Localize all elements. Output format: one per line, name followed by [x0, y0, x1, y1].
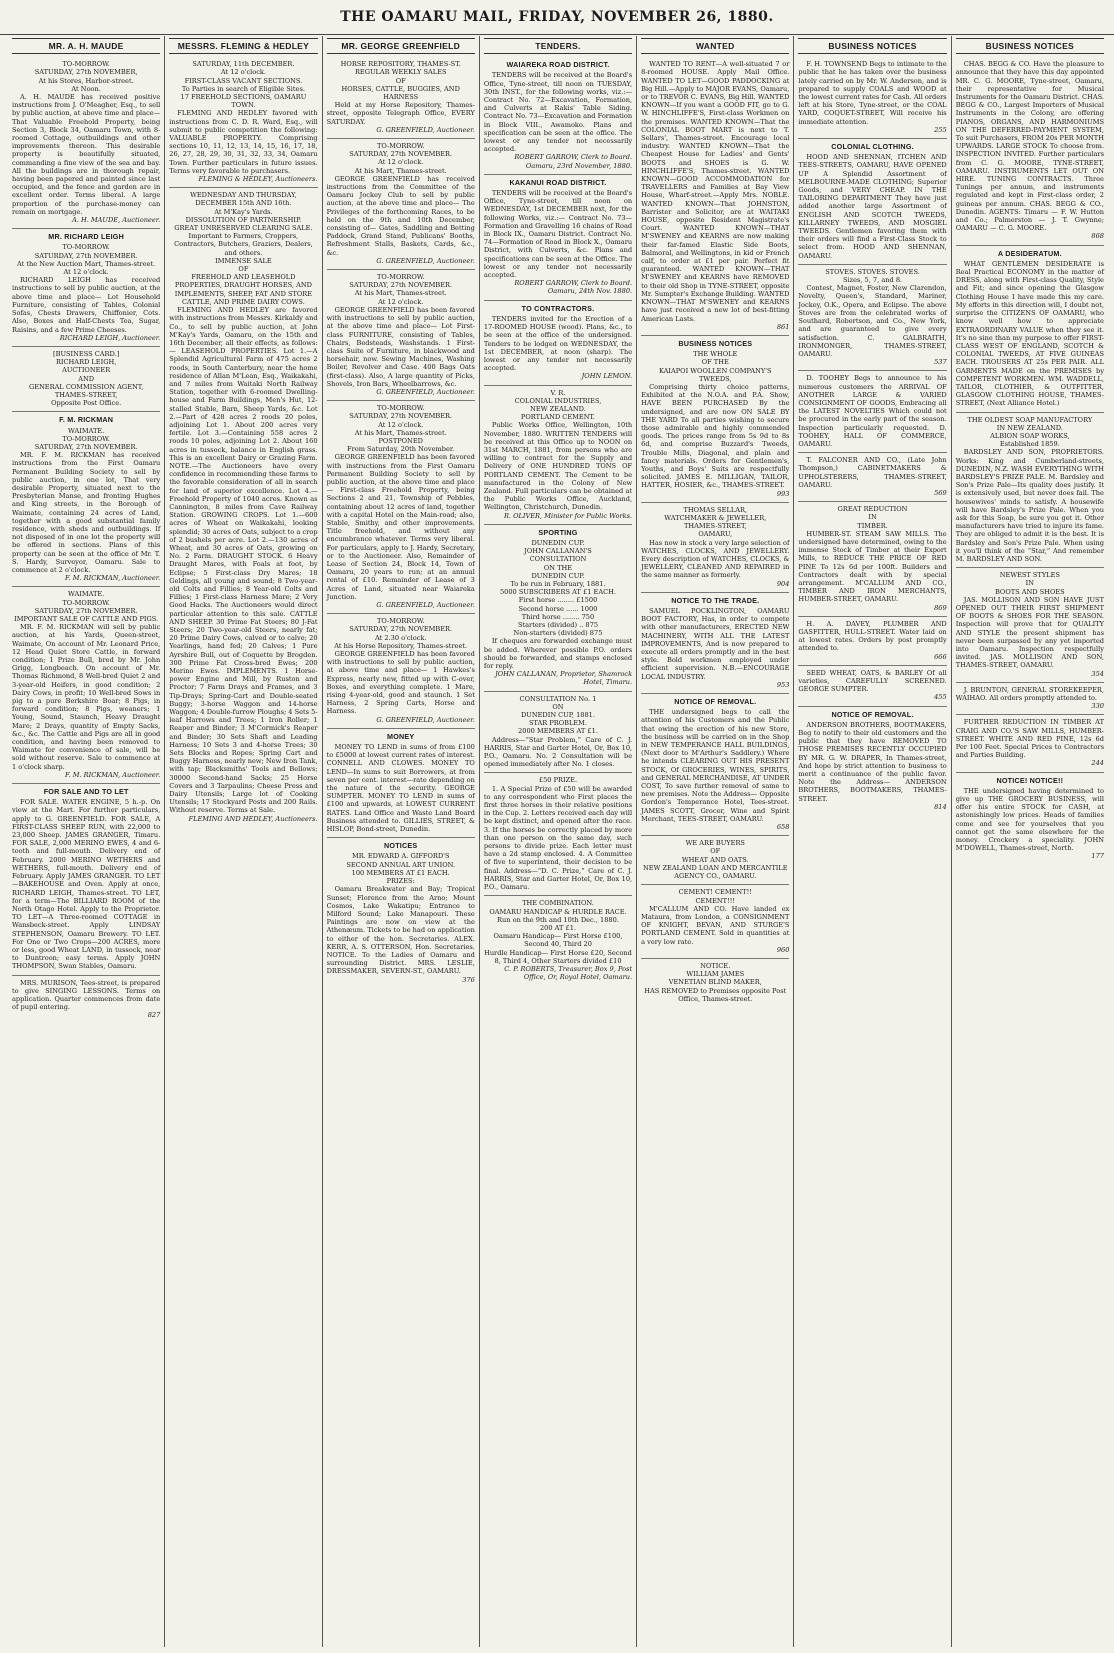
ad-line: IN	[868, 513, 877, 522]
advertisement	[641, 959, 789, 1007]
ad-body: SEED WHEAT, OATS, & BARLEY Of all varieties, CAREFULLY SCREENED. GEORGE SUMPTER.	[798, 668, 947, 694]
ad-line: NOTICE.	[700, 961, 731, 970]
ad-line: CONSULTATION	[529, 555, 587, 564]
ad-line: IN NEW ZEALAND.	[996, 423, 1063, 432]
ad-line: THAMES-STREET,	[684, 522, 747, 531]
advertisement	[327, 614, 475, 729]
column-6	[794, 36, 951, 1647]
advertisement	[327, 139, 475, 270]
ad-line: HAS REMOVED to Premises opposite Post Office, Thames-street.	[644, 986, 787, 1003]
ad-signature: A. H. MAUDE, Auctioneer.	[72, 216, 161, 225]
ad-line: At his Mart, Thames-street.	[354, 289, 447, 298]
ad-line: OF	[238, 265, 249, 274]
ad-body: D. TOOHEY Begs to announce to his numerous customers the ARRIVAL OF ANOTHER LARGE & VARIED CONSIGNMENT OF GOODS, Embracing all the LATEST NOVELTIES Which could not be procured in the early part of the season. Inspection particularly requested. D. TOOHEY, HALL OF COMMERCE, OAMARU.	[798, 374, 947, 448]
advertisement	[798, 666, 946, 707]
ad-line: KAIAPOI WOOLLEN COMPANY'S	[658, 366, 772, 375]
advertisement	[641, 694, 789, 836]
ad-signature: C. P. ROBERTS, Treasurer, Box 9, Post Office, Or, Royal Hotel, Oamaru.	[504, 964, 633, 982]
ad-heading: WAIAREKA ROAD DISTRICT.	[506, 60, 610, 70]
ad-heading: SPORTING	[538, 527, 578, 537]
column-7	[952, 36, 1108, 1647]
ad-line: FIRST-CLASS VACANT SECTIONS.	[184, 76, 303, 85]
ad-body: THE undersigned having determined to give up THE GROCERY BUSINESS, will offer his entire STOCK for CASH, at astonishingly low prices. Heads of families come and see for yourselves that you cannot get the same elsewhere for the money. Crockery a speciality. JOHN M'DOWELL, Thames-street, North.	[955, 786, 1104, 853]
column-heading: BUSINESS NOTICES	[956, 38, 1104, 54]
ad-signature: 455	[934, 693, 947, 702]
ad-line: 100 MEMBERS AT £1 EACH.	[351, 868, 450, 877]
ad-heading: F. M. RICKMAN	[59, 415, 114, 425]
ad-body: WHAT GENTLEMEN DESIDERATE is Real Practical ECONOMY in the matter of DRESS, along with First-class Quality, Style and Fit; and since opening the Glasgow Clothing House I have made this my care. My efforts in this direction will, I doubt not, surprise the CITIZENS OF OAMARU, who know well how to appreciate EXTRAORDINARY VALUE when they see it. It's no sine than my purpose to offer FIRST-CLASS WEST OF ENGLAND, SCOTCH & COLONIAL TWEEDS, AT FIVE GUINEAS EACH. TROUSERS AT 25s PER PAIR. ALL GARMENTS MADE on the PREMISES by COMPETENT WORKMEN. WM. WADDELL, TAILOR, CLOTHIER, & OUTFITTER, GLASGOW CLOTHING HOUSE, THAMES-STREET, (Next Alliance Hotel.)	[955, 259, 1104, 408]
ad-body: MR. F. M. RICKMAN will sell by public auction, at his Yards, Queen-street, Waimate, On account of Mr. Leonard Price, 12 Head Quiet Store Cattle, in forward condition; 1 Prize Bull, bred by Mr. John Grigg, Longbeach. On account of Mr. Thomas Richmond, 8 Well-bred Quiet 2 and 3-year-old Heifers, in good condition; 2 Dairy Cows, in profit; 10 Well-bred Sows in pig to a pure Berkshire Boar; 8 Pigs, in forward condition; 8 Pigs, weaners; 1 Young, Sound, Staunch, Heavy Draught Mare; 2 Drays, quantity of Empty Sacks, &c., &c. The Cattle and Pigs are all in good condition, and having been removed to Waimate for convenience of sale, will be sold without reserve. Sale to commence at 1 o'clock sharp.	[12, 623, 161, 771]
ad-heading: BUSINESS NOTICES	[678, 338, 753, 348]
advertisement	[641, 336, 789, 503]
ad-body: HOOD AND SHENNAN, ITCHEN AND TEES-STREETS, OAMARU, HAVE OPENED UP A Splendid Assortment of MELBOURNE-MADE CLOTHING; Superior Goods, and VERY CHEAP. IN THE TAILORING DEPARTMENT They have just added another large Assortment of ENGLISH AND SCOTCH TWEEDS, KILLARNEY TWEEDS, AND MOSGIEL TWEEDS. Gentlemen favoring them with their orders will find a First-Class Stock to select from. HOOD AND SHENNAN, OAMARU.	[798, 153, 947, 260]
ad-body: 1. A Special Prize of £50 will be awarded to any correspondent who First places the first three horses in their relative positions in the Cup. 2. Letters received each day will be kept distinct, and opened after the race. 3. If the horses be correctly placed by more than one person on the same day, such persons to divide prize. Each letter must have a 2d stamp enclosed. 4. A Committee of five to superintend, their decision to be final. Address—“D. C. Prize,” Care of C. J. HARRIS, Star and Garter Hotel, Or, Box 10, P.O., Oamaru.	[483, 784, 633, 892]
ad-body: GEORGE GREENFIELD has received instructions from the Committee of the Oamaru Jockey Club to sell by public auction, at the above time and place— The Privileges of the forthcoming Races, to be held on the 9th and 10th December, consisting of— Gates, Saddling and Betting Paddock, Grand Stand, Publicans' Booths, Refreshment Stalls, Baskets, Cards, &c., &c.	[326, 174, 475, 257]
ad-line: Non-starters (divided) 875	[513, 629, 603, 638]
ad-line: SATURDAY, 27th NOVEMBER.	[34, 606, 138, 615]
ad-line: AUCTIONEER	[62, 366, 111, 375]
ad-body: Comprising thirty choice patterns, Exhibited at the N.O.A. and P.A. Show, HAVE BEEN PURCHASED By the undersigned, and are now ON SALE BY THE YARD To all parties wishing to secure those admirable and highly commended goods. The prices range from 5s 9d to 8s 6d, and comprise Buzzard's Tweeds, Trouble Mills, Diagonal, and plain and fancy materials. Orders for Gentlemen's, Youths, and Boys' Suits are respectfully solicited. JAMES E. MILLIGAN, TAILOR, HATTER, HOSIER, &c., THAMES-STREET.	[641, 382, 790, 490]
ad-signature: 861	[776, 322, 790, 331]
ad-body: M'CALLUM AND CO. Have landed ex Mataura, from London, a CONSIGNMENT OF KNIGHT, BEVAN, AND STURGE'S PORTLAND CEMENT. Sold in quantities at a very low rate.	[641, 904, 790, 946]
ad-signature: 869	[934, 603, 947, 612]
ad-signature: 904	[776, 579, 790, 588]
advertisement	[327, 729, 475, 838]
ad-signature: ROBERT GARROW, Clerk to Board. Oamaru, 24th Nov. 1880.	[514, 279, 633, 296]
ad-heading: KAKANUI ROAD DISTRICT.	[509, 177, 607, 187]
ad-signature: 537	[934, 358, 947, 367]
ad-line: OF	[710, 847, 721, 856]
ad-signature: FLEMING AND HEDLEY, Auctioneers.	[188, 814, 318, 823]
ad-signature: JOHN LEMON.	[581, 372, 633, 381]
ad-body: BARDSLEY AND SON, PROPRIETORS. Works: King and Cumberland-streets, DUNEDIN, N.Z. WASH EVERYTHING WITH BARDSLEY'S PRIZE PALE. M. Bardsley and Son's Prize Pale—Its quality does justify. It is extensively used, but never does fail. The housewives' minds to satisfy. A housewife will have Bardsley's Prize Pale. When you ask for this Soap, be sure you get it. Other manufacturers have tried to injure its fame. They are obliged to admit it is the best. It is Bardsley and Son's Prize Pale. When using it you'll think of the “Star,” And remember M. BARDSLEY AND SON.	[955, 448, 1104, 563]
ad-line: At his Stores, Harbor-street.	[38, 76, 134, 85]
advertisement	[798, 139, 946, 265]
advertisement	[641, 593, 789, 694]
ad-heading: MONEY	[387, 731, 415, 741]
ad-body: JAS. MOLLISON AND SON HAVE JUST OPENED OUT THEIR FIRST SHIPMENT OF BOOTS & SHOES FOR THE SEASON. Inspection will prove that for QUALITY AND STYLE the present shipment has never been surpassed by any yet imported into Oamaru. Inspection respectfully invited. JAS. MOLLISON AND SON, THAMES-STREET, OAMARU.	[955, 595, 1104, 670]
ad-signature: 255	[934, 125, 947, 134]
ad-line: At his Mart, Thames-street.	[354, 166, 447, 175]
column-1	[8, 36, 165, 1647]
ad-body: MR. F. M. RICKMAN has received instructions from the First Oamaru Permanent Building Society to sell by public auction, in one lot, That very desirable Property, situated next to the Presbyterian Manse, and fronting Hughes and King streets, in the Borough of Waimate, containing 24 acres of Land, together with a good substantial family residence, with sheds and outbuildings. If not disposed of in one lot the property will be offered in sections. Plans of this property can be seen at the office of Mr. T. S. Hardy, Surveyor, Oamaru. Sale to commence at 2 o'clock.	[12, 451, 161, 574]
ad-line: ON	[552, 702, 564, 711]
ad-body: TENDERS invited for the Erection of a 17-ROOMED HOUSE (wood). Plans, &c., to be seen at the office of the undersigned. Tenders to be lodged on WEDNESDAY, the 1st DECEMBER, at noon (sharp). The lowest or any tender not necessarily accepted.	[483, 314, 633, 373]
ad-line: [BUSINESS CARD.]	[53, 349, 120, 358]
ad-line: Sizes, 5, 7, and 8.	[842, 276, 903, 285]
ad-line: COLONIAL INDUSTRIES,	[514, 396, 602, 405]
ad-line: OAMARU,	[698, 530, 733, 539]
ad-line: WAIMATE.	[68, 590, 105, 599]
ad-line: WE ARE BUYERS	[685, 839, 745, 848]
advertisement	[484, 175, 632, 301]
advertisement	[484, 525, 632, 692]
ad-signature: ROBERT GARROW, Clerk to Board. Oamaru, 23rd November, 1880.	[514, 153, 633, 170]
ad-body: GEORGE GREENFIELD has been favored with instructions to sell by public auction, at the above time and place— Lot First-class FURNITURE, consisting of Tables, Chairs, Bedsteads, Washstands. 1 First-class Suite of Furniture, in blackwood and horsehair, now. Sewing Machines, Washing Boiler, Revolver and Case. 400 Bags Oats (first-class). Also, A large quantity of Picks, Shovels, Iron Bars, Wheelbarrows, &c.	[326, 305, 475, 388]
ad-line: CONSULTATION No. 1	[519, 694, 597, 703]
ad-line: WATCHMAKER & JEWELLER,	[664, 513, 767, 522]
ad-line: At 12 o'clock.	[378, 297, 424, 306]
ad-line: 2000 MEMBERS AT £1.	[518, 727, 598, 736]
advertisement	[484, 57, 632, 175]
ad-signature: 330	[1091, 702, 1104, 711]
ad-signature: 993	[776, 489, 790, 498]
ad-signature: 827	[147, 1011, 161, 1020]
advertisement	[327, 270, 475, 401]
ad-body: J. BRUNTON, GENERAL STOREKEEPER, WAIHAO. All orders promptly attended to.	[955, 685, 1104, 703]
ad-body: Has now in stock a very large selection of WATCHES, CLOCKS, AND JEWELLERY. Every description of WATCHES, CLOCKS, & JEWELLERY, CLEANED AND REPAIRED in the same manner as formerly.	[641, 538, 790, 580]
ad-line: ALBION SOAP WORKS,	[990, 431, 1070, 440]
ad-body: T. FALCONER AND CO., (Late John Thompson,) CABINETMAKERS & UPHOLSTERERS, THAMES-STREET, OAMARU.	[798, 456, 947, 489]
ad-body: A. H. MAUDE has received positive instructions from J. O'Meagher, Esq., to sell by public auction, at above time and place— That Valuable Freehold Property, being Section 3, Block 34, Oamaru Town, with 8-roomed Cottage, outbuildings and other improvements thereon. This desirable property is beautifully situated, commanding a fine view of the sea and bay. All the buildings are in thorough repair, having been papered and painted since last occupied, and the fence and garden are in excellent order. Terms liberal. A large proportion of the purchase-money can remain on mortgage.	[12, 93, 161, 216]
column-heading: TENDERS.	[484, 38, 632, 54]
ad-line: DUNEDIN CUP.	[531, 571, 585, 580]
ad-line: THE WHOLE	[693, 350, 738, 359]
ad-heading: NOTICES	[384, 841, 418, 851]
ad-line: IN	[1025, 579, 1035, 588]
ad-line: Opposite Post Office.	[51, 399, 122, 408]
ad-line: Important to Farmers, Croppers, Contractors, Butchers, Graziers, Dealers, and others.	[174, 232, 313, 257]
ad-heading: NOTICE! NOTICE!!	[996, 775, 1064, 785]
ad-line: OAMARU HANDICAP & HURDLE RACE.	[489, 907, 627, 916]
ad-line: THOMAS SELLAR,	[683, 505, 748, 514]
advertisement	[956, 568, 1104, 683]
ad-line: At his Mart, Thames-street.	[354, 428, 447, 437]
advertisement	[798, 707, 946, 815]
advertisement	[484, 692, 632, 774]
ad-line: TO-MORROW.	[62, 598, 110, 607]
ad-signature: F. M. RICKMAN, Auctioneer.	[65, 574, 161, 583]
ad-line: To be run in February, 1881.	[510, 579, 606, 588]
ad-body: MONEY TO LEND in sums of from £100 to £5000 at lowest current rates of interest. CONNELL AND CLOWES. MONEY TO LEND—In sums to suit Borrowers, at from seven per cent. interest—rate depending on the nature of the security. GEORGE SUMPTER. MONEY TO LEND in sums of £100 and upwards, at LOWEST CURRENT RATES. Land Office and Waste Land Board Business attended to. GILLIES, STREET, & HISLOP, Bond-street, Dunedin.	[326, 743, 475, 834]
advertisement	[484, 301, 632, 386]
ad-line: TIMBER.	[857, 521, 888, 530]
ad-body: SAMUEL POCKLINGTON, OAMARU BOOT FACTORY, Has, in order to compete with other manufacturers, ERECTED NEW MACHINERY, WITH ALL THE LATEST IMPROVEMENTS, And is now prepared to execute all orders promptly and in the best style. Bold workmen employed under efficient supervision. N.B.—ENCOURAGE LOCAL INDUSTRY.	[641, 607, 790, 681]
advertisement	[641, 836, 789, 885]
advertisement	[798, 265, 946, 371]
advertisement	[484, 386, 632, 525]
ad-body: FLEMING AND HEDLEY favored with instructions from C. D. R. Ward, Esq., will submit to public competition the following: VALUABLE PROPERTY. Comprising sections 10, 11, 12, 13, 14, 15, 16, 17, 18, 26, 27, 28, 29, 30, 31, 32, 33, 34, Oamaru Town. Further particulars in future issues. Terms very favorable to purchasers.	[169, 109, 318, 175]
ad-line: SATURDAY, 11th DECEMBER.	[192, 60, 295, 69]
ad-body: Oamaru Breakwater and Bay; Tropical Sunset; Florence from the Arno; Mount Cosmos, Lake Wakatipu; Entrance to Milford Sound; Lake Manapouri. These Paintings are now on view at the Athenæum. Tickets to be had on application to either of the hon. Secretaries. ALEX. KERR, A. S. OTTERSON, Hon. Secretaries. NOTICE. To the Ladies of Oamaru and surrounding District. MRS. LESLIE, DRESSMAKER, SEVERN-ST., OAMARU.	[326, 885, 475, 976]
ad-line: At his Horse Repository, Thames-street.	[334, 641, 468, 650]
ad-signature: 354	[1091, 669, 1104, 678]
advertisement	[798, 453, 946, 502]
ad-line: THE COMBINATION.	[522, 899, 594, 908]
ad-signature: 953	[776, 680, 790, 689]
ad-line: 17 FREEHOLD SECTIONS, OAMARU TOWN.	[180, 93, 307, 110]
ad-line: From Saturday, 20th November.	[347, 445, 455, 454]
ad-line: At M'Kay's Yards.	[214, 207, 273, 216]
ad-line: DUNEDIN CUP.	[531, 538, 585, 547]
ad-body: FLEMING AND HEDLEY are favored with instructions from Messrs. Kirkaldy and Co., to sell by public auction, at John M'Kay's Yards, Oamaru, on the 15th and 16th December, all their effects, as follows:— LEASEHOLD PROPERTIES. Lot 1.—A Splendid Agricultural Farm of 475 acres 2 roods, in South Canterbury, near the home residence of Allan M'Lean, Esq., Waikakahi, and 7 miles from Waitaki North Railway Station, together with 6-roomed Dwelling-house and Farm Buildings, Men's Hut, 12-stalled Stable, Barn, Sheep Yards, &c. Lot 2.—Part of 428 acres 2 roods 20 poles, adjoining Lot 1. About 200 acres very fertile. Lot 3.—Containing 558 acres 2 roods 10 poles, adjoining Lot 2. About 160 acres in tussock, balance in English grass. This is an excellent Dairy or Grazing Farm. NOTE.—The Auctioneers have every confidence in recommending these farms to the favorable consideration of all in search for land of superior excellence. Lot 4.—Freehold Property of 1040 acres. Known as Cannington, 8 miles from Cave Railway Station. GROWING CROPS. Lot 1.—600 acres of Wheat on Waikakahi, looking splendid; 30 acres of Oats, subject to a crop of 2 bushels per acre. Lot 2.—130 acres of Wheat, and 30 acres of Oats, growing on No. 2 Farm. DRAUGHT STOCK. 6 Heavy Draught Mares, with Foals at foot, by Eclipse; 5 First-class Dry Mares; 18 Geldings, all young and sound; 8 Two-year-old Colts and Fillies; 8 Year-old Colts and Fillies; 1 First-class Harness Mare; 2 Very Good Hacks. The Auctioneers would direct particular attention to this sale. CATTLE AND SHEEP. 30 Prime Fat Steers; 80 J-Fat Steers; 20 Two-year-old Steers, nearly fat; 20 Prime Dairy Cows, calved or to calve; 20 Yearlings, hand fed; 20 Calves; 1 Pure Ayrshire Bull, out of Coquette by Brogden. 300 Prime Fat Cross-bred Ewes; 200 Merino Ewes. IMPLEMENTS. 1 Horse-power Engine and Mill, by Ruston and Proctor; 7 Farm Drays and Frames, and 3 Tip-Drays; Spring-Cart and Double-seated Buggy; 3-horse Waggon and 14-horse Waggon; 4 Double-furrow Ploughs; 4 Sets 5-leaf Harrows and Trees; 1 Iron Roller; 1 Reaper and Binder; 3 M'Cormick's Reaper and Binder; 30 Sets Shaft and Leading Harness; 10 Sets 3 and 4-horse Trees; 30 Sets Blocks and Ropes; Spring Cart and Buggy Harness, nearly new; New Iron Tank, with tap; Blacksmiths' Tools and Bellows; 30000 Second-hand Sacks; 25 Horse Covers and 3 Tarpaulins; Cheese Press and Dairy Utensils; Large lot of Cooking Utensils; 17 Stockyard Posts and 200 Rails. Without reserve. Terms at Sale.	[169, 306, 318, 815]
advertisement	[12, 587, 160, 784]
ad-line: At Noon.	[71, 84, 101, 93]
ad-heading: FOR SALE AND TO LET	[43, 787, 129, 797]
ad-line: At the New Auction Mart, Thames-street.	[17, 259, 156, 268]
ad-line: VENETIAN BLIND MAKER,	[668, 978, 762, 987]
column-2	[165, 36, 322, 1647]
ad-line: Run on the 9th and 10th Dec., 1880.	[497, 915, 619, 924]
ad-signature: G. GREENFIELD, Auctioneer.	[376, 601, 475, 609]
ad-body: WANTED TO RENT—A well-situated 7 or 8-roomed HOUSE. Apply Mail Office. WANTED TO LET—GOOD PADDOCKING at Big Hill.—Apply to MAJOR EVANS, Oamaru, or to TREVOR C. EVANS, Big Hill. WANTED KNOWN—If you want a GOOD FIT, go to G. W. HINCHLIFFE'S, First-class Workmen on the premises. WANTED KNOWN—That the COLONIAL BOOT MART is next to T. Sellars', Thames-street. Encourage local industry. WANTED KNOWN—That the Cheapest House for Ladies' and Gents' BOOTS and SHOES is G. W. HINCHLIFFE'S, Thames-street. WANTED KNOWN—GOOD ACCOMMODATION for TRAVELLERS and Families at Bay View House, Wharf-street.—Apply Mrs. NOBLE. WANTED KNOWN—That JOHNSTON, Barrister and Solicitor, are at WAITAKI HOUSE, opposite Resident Magistrate's Court. WANTED KNOWN—THAT M'SWENEY and KEARNS are now making their far-famed Elastic Side Boots, Balmoral, and Wellingtons, in kid or French calf, to order at £1 per pair. Perfect fit guaranteed. WANTED KNOWN—THAT M'SWENEY and KEARNS have REMOVED to their old Shop in TYNE-STREET, opposite Mr. Sumpter's Exchange Building. WANTED KNOWN—THAT M'SWENEY and KEARNS have just received a new lot of best-fitting American Lasts.	[641, 60, 790, 323]
advertisement	[956, 715, 1104, 772]
ad-body: GEORGE GREENFIELD has been favored with instructions to sell by public auction, at above time and place— 1 Hawkes's Express, nearly new, fitted up with C-over, Boxes, and everything complete. 1 Mare, rising 4-year-old, good and staunch. 1 Set Harness, 2 Spring Carts, Horse and Harness.	[326, 650, 475, 716]
ad-line: At 12 o'clock.	[63, 268, 109, 277]
ad-line: HORSES, CATTLE, BUGGIES, AND HARNESS	[341, 84, 460, 102]
ad-body: THE undersigned begs to call the attention of his Customers and the Public that owing the erection of his new Store, the business will be carried on in the Shop in NEW TEMPERANCE HALL BUILDINGS, (Next door to M'Arthur's Saddlery.) Where he intends CLEARING OUT HIS PRESENT STOCK, Of GROCERIES, WINES, SPIRITS, and GENERAL MERCHANDISE, AT UNDER COST, To save further removal of same to new premises. Note the Address— Opposite Gordon's Temperance Hotel, Tees-street. JAMES SCOTT, Grocer, Wine and Spirit Merchant, TEES-STREET, OAMARU.	[641, 708, 790, 823]
column-heading: MESSRS. FLEMING & HEDLEY	[169, 38, 317, 54]
ad-line: THAMES-STREET,	[54, 390, 118, 399]
ad-body: GEORGE GREENFIELD has been favored with instructions from the First Oamaru Permanent Building Society to sell by public auction, at the above time and place— First-class Freehold Property, being Sections 2 and 21, Township of Pebbles, containing about 12 acres of land, together with a capital Hotel on the Main-road; also, Stable, Smithy, and other improvements. Title freehold, and without any encumbrance whatever. Terms very liberal. For particulars, apply to J. Hardy, Secretary, or to the Auctioneer. Also, Remainder of Lease of Section 24, Block 14, Town of Oamaru, 20 years to run; at an annual rental of £10. Remainder of Lease of 3 Acres of Land, situated near Waiareka Junction.	[326, 453, 475, 601]
advertisement	[12, 347, 160, 412]
ad-line: SATURDAY, 27th NOVEMBER.	[34, 442, 138, 451]
ad-line: TO-MORROW.	[376, 617, 425, 626]
ad-line: Third horse ........ 750	[521, 612, 595, 621]
ad-heading: TO CONTRACTORS.	[521, 303, 595, 313]
advertisement	[12, 412, 160, 587]
ad-body: Contest, Magnet, Foster, New Clarendon, Novelty, Queen's, Standard, Mariner, Jockey, O.K., Opera, and Eclipse. The above Stoves are from the celebrated works of Southard, Robertson, and Co., New York, and are guaranteed to give every satisfaction. C. GALBRAITH, IRONMONGER, THAMES-STREET, OAMARU.	[798, 284, 947, 358]
advertisement	[169, 188, 317, 827]
ad-line: MR. EDWARD A. GIFFORD'S	[351, 852, 450, 861]
ad-line: Second horse ...... 1000	[518, 604, 598, 613]
ad-line: HORSE REPOSITORY, THAMES-ST.	[340, 60, 461, 69]
ad-line: SECOND ANNUAL ART UNION.	[346, 860, 456, 869]
advertisement	[12, 976, 160, 1024]
ad-line: SATURDAY, 27th NOVEMBER.	[349, 281, 453, 290]
advertisement	[12, 229, 160, 347]
ad-heading: NOTICE OF REMOVAL.	[831, 709, 914, 719]
ad-line: AND	[78, 374, 95, 383]
ad-line: Oamaru Handicap— First Horse £100, Second 40, Third 20	[493, 932, 623, 949]
column-3	[323, 36, 480, 1647]
ad-signature: 666	[934, 652, 947, 661]
ad-line: OF THE	[701, 358, 729, 367]
ad-line: GREAT REDUCTION	[837, 505, 908, 514]
column-heading: MR. GEORGE GREENFIELD	[327, 38, 475, 54]
ad-line: SATURDAY, 27th NOVEMBER.	[349, 412, 453, 421]
ad-line: TO-MORROW.	[376, 404, 425, 413]
ad-signature: G. GREENFIELD, Auctioneer.	[376, 715, 475, 724]
ad-line: PRIZES:	[386, 877, 415, 886]
advertisement	[798, 502, 946, 617]
ad-line: TO-MORROW.	[376, 273, 425, 282]
ad-heading: NOTICE OF REMOVAL.	[674, 697, 757, 707]
advertisement	[641, 885, 789, 959]
advertisement	[956, 413, 1104, 569]
ad-line: NEWEST STYLES	[999, 571, 1060, 580]
ad-signature: R. OLIVER, Minister for Public Works.	[503, 511, 633, 520]
ad-line: REGULAR WEEKLY SALES	[354, 68, 447, 77]
ad-body: Public Works Office, Wellington, 10th November, 1880. WRITTEN TENDERS will be received at this Office up to NOON on 31st MARCH, 1881, from persons who are willing to contract for the Supply and Delivery of ONE HUNDRED TONS OF PORTLAND CEMENT. The Cement to be manufactured in the Colony of New Zealand. Full particulars can be obtained at the Public Works Office, Auckland, Wellington, Christchurch, Dunedin.	[483, 421, 633, 512]
ad-body: F. H. TOWNSEND Begs to intimate to the public that he has taken over the business lately carried on by Mr. W. Anderson, and is prepared to supply COALS and WOOD at the lowest current rates for Cash. All orders left at his Store, Tyne-street, or the COAL YARD, COQUET-STREET, Will receive his immediate attention.	[798, 60, 947, 126]
ad-line: At 12 o'clock.	[220, 68, 267, 77]
ad-line: V. R.	[550, 388, 566, 397]
ad-line: STAR PROBLEM.	[528, 719, 588, 728]
ad-line: POSTPONED	[378, 436, 423, 445]
ad-heading: NOTICE TO THE TRADE.	[671, 595, 760, 605]
ad-line: SATURDAY, 27th NOVEMBER.	[349, 150, 453, 159]
ad-signature: 244	[1091, 759, 1104, 768]
column-5	[637, 36, 794, 1647]
ad-line: Hurdle Handicap— First Horse £20, Second 8, Third 4, Other Starters divided £10	[484, 948, 632, 965]
ad-line: At 2.30 o'clock.	[374, 633, 427, 642]
advertisement	[641, 57, 789, 336]
ad-line: Starters (divided) .. 875	[517, 621, 599, 629]
ad-line: First horse ........ £1500	[518, 596, 598, 605]
ad-line: DISSOLUTION OF PARTNERSHIP.	[185, 215, 302, 224]
ad-line: STOVES. STOVES. STOVES.	[825, 267, 920, 276]
advertisement	[12, 784, 160, 975]
ad-line: TO-MORROW.	[62, 60, 110, 69]
advertisement	[484, 896, 632, 985]
ad-body: FOR SALE. WATER ENGINE, 5 h.-p. On view at the Mart. For further particulars, apply to G. GREENFIELD. FOR SALE, A FIRST-CLASS SHEEP RUN, with 22,000 to 23,000 Sheep. JAMES GRANGER, Timaru. FOR SALE, 2,000 MERINO EWES, 4 and 6-tooth and full-mouth. Delivery end of February. 2000 MERINO WETHERS and WETHERS, full-mouth. Delivery end of February. Apply JAMES GRANGER. TO LET—BAKEHOUSE and Oven. Apply at once, RICHARD LEIGH, Thames-street. TO LET, for a term—The BILLIARD ROOM of the North Otago Hotel. Apply to the Proprietor. TO LET—A Three-roomed COTTAGE in Wansbeck-street. Apply LINDSAY STEPHENSON, Oamaru Brewery. TO LET. For One or Two Crops—200 ACRES, more or less, good Wheat LAND, in tussock, near to Duntroon; easy terms. Apply JOHN THOMPSON, Swan Stables, Oamaru.	[12, 798, 161, 971]
ad-signature: 177	[1091, 852, 1104, 861]
ad-line: 200 AT £1.	[539, 923, 577, 932]
column-4	[480, 36, 637, 1647]
ad-line: £50 PRIZE.	[538, 776, 578, 785]
ad-heading: COLONIAL CLOTHING.	[831, 142, 914, 152]
ad-line: WAIMATE.	[68, 426, 105, 435]
ad-body: ANDERSON BROTHERS, BOOTMAKERS, Beg to notify to their old customers and the public that they have REMOVED TO THOSE PREMISES RECENTLY OCCUPIED BY MR. G. W. DRAPER, In Thames-street, And hope by strict attention to business to merit a continuance of the public favor. Note the Address— ANDERSON BROTHERS, BOOTMAKERS, THAMES-STREET.	[798, 720, 947, 803]
ad-body: Held at my Horse Repository, Thames-street, opposite Telegraph Office, EVERY SATURDAY.	[326, 101, 475, 126]
advertisement	[12, 57, 160, 229]
ad-line: FREEHOLD AND LEASEHOLD PROPERTIES, DRAUGHT HORSES, AND IMPLEMENTS, SHEEP, FAT AND STORE CATTLE, AND PRIME DAIRY COWS.	[174, 273, 313, 306]
ad-body: If cheques are forwarded exchange must be added. Wherever possible P.O. orders should be forwarded, and stamps enclosed for reply.	[483, 637, 633, 671]
ad-line: OF	[395, 76, 406, 85]
ad-line: PORTLAND CEMENT.	[520, 413, 596, 422]
ad-line: ON THE	[543, 563, 573, 572]
advertisement	[327, 838, 475, 987]
advertisement	[956, 683, 1104, 716]
ad-line: CEMENT! CEMENT!!	[678, 888, 752, 897]
ad-line: TO-MORROW.	[62, 243, 110, 252]
ad-body: CHAS. BEGG & CO. Have the pleasure to announce that they have this day appointed MR. C. G. MOORE, Tyne-street, Oamaru, their representative for Musical Instruments for the Oamaru District. CHAS. BEGG & CO., Largest Importers of Musical Instruments in the Colony, are offering PIANOS, ORGANS, AND HARMONIUMS ON THE DEFERRED-PAYMENT SYSTEM, To suit Purchasers, FROM 20s PER MONTH UPWARDS. LARGE STOCK To choose from. INSPECTION INVITED. Further particulars from C. G. MOORE, TYNE-STREET, OAMARU. INSTRUMENTS LET OUT ON HIRE. TUNING CONTRACTS. Three Tunings per annum, and instruments regulated and kept in First-class order, 2 guineas per annum. CHAS. BEGG & CO., Dunedin. AGENTS: Timaru — F. W. Hutton and Co.; Palmerston — J. T. Gwynne; OAMARU — C. G. MOORE.	[955, 60, 1104, 233]
ad-signature: 960	[776, 945, 790, 954]
ad-line: CEMENT!!!	[695, 896, 736, 905]
advertisement	[484, 773, 632, 896]
advertisement	[169, 57, 317, 188]
ad-line: BOOTS AND SHOES	[994, 587, 1065, 596]
ad-line: To Parties in search of Eligible Sites.	[181, 84, 305, 93]
ad-signature: JOHN CALLANAN, Proprietor, Shamrock Hotel, Timaru.	[495, 670, 633, 687]
ad-body: TENDERS will be received at the Board's Office, Tyne-street, till noon on WEDNESDAY, 1st DECEMBER next, for the following Works, viz.:— Contract No. 73—Formation and Gravelling 16 chains of Road in Block IX., Oamaru District. Contract No. 74—Formation of Road in Block X., Oamaru District, with Culverts, &c. Plans and specifications can be seen at the Office. The lowest or any tender not necessarily accepted.	[483, 189, 633, 280]
advertisement	[956, 773, 1104, 865]
ad-line: TO-MORROW.	[62, 434, 110, 443]
ad-line: IMPORTANT SALE OF CATTLE AND PIGS.	[14, 615, 159, 623]
ad-signature: 376	[462, 975, 475, 984]
ad-line: SATURDAY, 27th NOVEMBER.	[34, 251, 138, 260]
ad-line: NEW ZEALAND LOAN AND MERCANTILE AGENCY CO., OAMARU.	[642, 863, 788, 881]
ad-line: 5000 SUBSCRIBERS AT £1 EACH.	[499, 588, 616, 597]
advertisement	[327, 401, 475, 614]
ad-line: SATURDAY, 27th NOVEMBER.	[349, 625, 453, 634]
ad-body: Address—“Star Problem,” Care of C. J. HARRIS, Star and Garter Hotel, Or, Box 10, P.O., Oamaru. No. 2 Consultation will be opened immediately after No. 1 closes.	[483, 735, 633, 769]
ad-line: THE OLDEST SOAP MANUFACTORY	[967, 415, 1093, 424]
ad-line: At 12 o'clock.	[378, 158, 424, 167]
ad-signature: G. GREENFIELD, Auctioneer.	[376, 387, 475, 396]
ad-signature: F. M. RICKMAN, Auctioneer.	[65, 770, 161, 779]
ad-line: NEW ZEALAND.	[530, 404, 586, 413]
advertisement	[327, 57, 475, 139]
column-heading: WANTED	[641, 38, 789, 54]
ad-body: TENDERS will be received at the Board's Office, Tyne-street, till noon on TUESDAY, 30th INST., for the following works, viz.:— Contract No. 72—Excavation, Formation, and Culverts at Rakis' Table Siding. Contract No. 73—Excavation and Formation in Block VIII., Awamoko. Plans and specification can be seen at the office. The lowest or any tender not necessarily accepted.	[483, 71, 633, 154]
ad-signature: G. GREENFIELD, Auctioneer.	[376, 256, 475, 265]
ad-body: MRS. MURISON, Tees-street, is prepared to give SINGING LESSONS. Terms on application. Quarter commences from date of pupil entering.	[12, 978, 161, 1012]
ad-line: WHEAT AND OATS.	[681, 855, 749, 864]
ad-signature: RICHARD LEIGH, Auctioneer.	[59, 333, 161, 342]
ad-line: At 12 o'clock.	[378, 420, 424, 429]
ad-line: DUNEDIN CUP, 1881.	[521, 711, 595, 720]
ad-line: JOHN CALLANAN'S	[524, 547, 592, 556]
ad-signature: FLEMING & HEDLEY, Auctioneers.	[198, 175, 318, 184]
ad-line: IMMENSE SALE	[215, 256, 272, 265]
ad-body: RICHARD LEIGH has received instructions to sell by public auction, at the above time and place— Lot Household Furniture, consisting of Tables, Colonial Sofas, Chests Drawers, Chiffonier, Cots. Also, Boxes and Half-Chests Tea, Sugar, Raisins, and a few Prime Cheeses.	[12, 276, 161, 334]
ad-line: WILLIAM JAMES	[686, 970, 745, 979]
advertisement	[641, 503, 789, 593]
ad-signature: 569	[934, 488, 947, 497]
advertisement	[798, 617, 946, 666]
ad-signature: 868	[1091, 232, 1104, 241]
ad-line: GREAT UNRESERVED CLEARING SALE.	[174, 224, 313, 233]
advertisement	[956, 246, 1104, 413]
advertisement	[798, 371, 946, 453]
ad-heading: A DESIDERATUM.	[997, 248, 1062, 258]
ad-signature: 814	[934, 802, 947, 811]
advertisement	[956, 57, 1104, 245]
ad-line: RICHARD LEIGH,	[55, 358, 117, 367]
ad-body: H. A. DAVEY, PLUMBER AND GASFITTER, HULL-STREET. Water laid on at lowest rates. Orders by post promptly attended to.	[798, 619, 947, 653]
newspaper-columns	[8, 36, 1108, 1647]
column-heading: MR. A. H. MAUDE	[12, 38, 160, 54]
ad-signature: G. GREENFIELD, Auctioneer.	[376, 125, 475, 134]
ad-signature: 658	[776, 823, 790, 832]
ad-line: TWEEDS,	[699, 374, 732, 383]
ad-line: WEDNESDAY AND THURSDAY, DECEMBER 15th AND 16th.	[190, 191, 297, 208]
ad-line: GENERAL COMMISSION AGENT,	[28, 382, 144, 391]
ad-line: TO-MORROW.	[376, 142, 425, 151]
ad-line: SATURDAY, 27th NOVEMBER,	[34, 68, 138, 77]
advertisement	[798, 57, 946, 139]
ad-line: Established 1859.	[999, 440, 1060, 449]
ad-heading: MR. RICHARD LEIGH	[48, 232, 124, 242]
ad-body: FURTHER REDUCTION IN TIMBER AT CRAIG AND CO.'S SAW MILLS, HUMBER-STREET. WHITE AND RED PINE, 12s 6d Per 100 Feet. Special Prices to Contractors and Parties Building.	[955, 718, 1104, 760]
ad-body: HUMBER-ST. STEAM SAW MILLS. The undersigned have determined, owing to the immense Stock of Timber at their Export Mills, to REDUCE THE PRICE OF RED PINE To 12s 6d per 100ft. Builders and Contractors dealt with by special arrangement. M'CALLUM AND CO., TIMBER AND IRON MERCHANTS, HUMBER-STREET, OAMARU.	[798, 529, 947, 604]
column-heading: BUSINESS NOTICES	[798, 38, 946, 54]
masthead: THE OAMARU MAIL, FRIDAY, NOVEMBER 26, 1880.	[0, 0, 1114, 35]
